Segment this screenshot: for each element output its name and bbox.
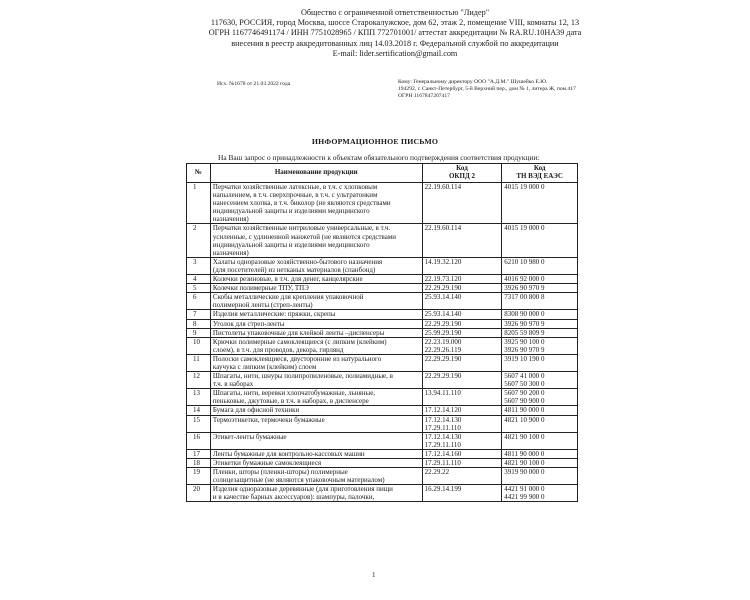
tnved-code-line: 3926 90 970 9 xyxy=(504,284,545,293)
header-name: Наименование продукции xyxy=(210,164,422,183)
row-number: 15 xyxy=(187,415,211,432)
product-name-line: Изделия металлические: пряжки, скрепы xyxy=(212,310,336,319)
row-number: 5 xyxy=(187,284,211,293)
tnved-code-cell xyxy=(502,354,578,371)
product-name-line: Крючки полимерные самоклеящиеся (с липким (клейким) xyxy=(212,337,387,346)
okpd-code-line: 17.29.11.110 xyxy=(424,440,461,449)
product-name-cell xyxy=(210,293,422,310)
tnved-code-line: 4421 99 900 0 xyxy=(504,493,545,502)
row-number: 14 xyxy=(187,406,211,415)
tnved-code-line: 4421 91 000 0 xyxy=(504,485,545,494)
okpd-code-cell xyxy=(422,389,502,406)
table-header-row xyxy=(187,164,578,183)
product-name-line: Пистолеты упаковочные для клейкой ленты –диспенсеры xyxy=(212,328,385,337)
product-name-line: Уголок для стреп-ленты xyxy=(212,319,285,328)
product-name-line: напылением, в т.ч. сверхпрочные, в т.ч. с ультратонким xyxy=(212,191,378,200)
row-number: 3 xyxy=(187,257,211,274)
okpd-code-cell xyxy=(422,337,502,354)
row-number: 9 xyxy=(187,328,211,337)
header-tnved-line2: ТН ВЭД ЕАЭС xyxy=(516,172,563,180)
table-row xyxy=(187,224,578,257)
product-name-cell xyxy=(210,354,422,371)
tnved-code-line: 4821 90 100 0 xyxy=(504,459,545,467)
product-name-line: усиленные, с удлиненной манжетой (не являются средствами xyxy=(212,232,397,241)
product-name-cell xyxy=(210,449,422,458)
okpd-code-cell xyxy=(422,372,502,389)
okpd-code-cell xyxy=(422,468,502,485)
okpd-code-cell xyxy=(422,406,502,415)
row-number: 6 xyxy=(187,293,211,310)
outgoing-number: Исх. №1678 от 21.03.2022 года xyxy=(217,81,291,87)
tnved-code-line: 5607 50 300 0 xyxy=(504,380,545,389)
product-name-line: индивидуальной защиты и изделиями медицинского xyxy=(212,240,370,249)
okpd-code-cell xyxy=(422,224,502,257)
okpd-code-line: 22.19.73.120 xyxy=(424,275,462,284)
okpd-code-cell xyxy=(422,310,502,319)
org-registry: внесения в реестр аккредитованных лиц 14.03.2018 г. Федеральной службой по аккредитации xyxy=(231,38,559,48)
table-row xyxy=(187,257,578,274)
product-name-line: Бумага для офисной техники xyxy=(212,406,300,415)
product-name-line: солнцезащитные (не являются упаковочным материалом) xyxy=(212,476,385,485)
product-name-cell xyxy=(210,328,422,337)
row-number: 1 xyxy=(187,183,211,224)
org-email: E-mail: lider.sertification@gmail.com xyxy=(332,48,458,58)
okpd-code-line: 25.93.14.140 xyxy=(424,293,462,302)
tnved-code-cell xyxy=(502,293,578,310)
table-row xyxy=(187,415,578,432)
product-name-line: Колечки резиновые, в т.ч. для денег, канцелярские xyxy=(212,275,363,284)
header-okpd xyxy=(422,164,502,183)
table-row xyxy=(187,319,578,328)
table-row xyxy=(187,284,578,293)
product-name-line: т.ч. в наборах xyxy=(212,380,254,389)
okpd-code-cell xyxy=(422,485,502,502)
okpd-code-cell xyxy=(422,459,502,468)
product-name-line: Скобы металлические для крепления упаковочной xyxy=(212,293,364,302)
document-title: ИНФОРМАЦИОННОЕ ПИСЬМО xyxy=(311,137,439,146)
row-number: 11 xyxy=(187,354,211,371)
intro-text: На Ваш запрос о принадлежности к объектам обязательного подтверждения соответствия продукции: xyxy=(218,153,540,162)
recipient-block xyxy=(398,79,576,101)
row-number: 2 xyxy=(187,224,211,257)
table-row xyxy=(187,389,578,406)
tnved-code-line: 5607 41 000 0 xyxy=(504,372,545,381)
product-name-cell xyxy=(210,224,422,257)
tnved-code-line: 4821 10 900 0 xyxy=(504,415,545,424)
recipient-line: 194292, г. Санкт-Петербург, 5-й Верхний пер., дом № 1, литера Ж, пом.417 xyxy=(398,86,576,93)
okpd-code-line: 13.94.11.110 xyxy=(424,389,461,398)
tnved-code-line: 5607 90 900 0 xyxy=(504,397,545,406)
tnved-code-line: 3919 90 000 0 xyxy=(504,468,545,477)
row-number: 20 xyxy=(187,485,211,502)
tnved-code-line: 3926 90 970 9 xyxy=(504,345,545,354)
okpd-code-line: 17.12.14.160 xyxy=(424,449,462,458)
table-row xyxy=(187,275,578,284)
organization-header xyxy=(200,8,590,59)
tnved-code-cell xyxy=(502,406,578,415)
product-name-cell xyxy=(210,284,422,293)
tnved-code-line: 8308 90 000 0 xyxy=(504,310,545,319)
table-row xyxy=(187,183,578,224)
product-name-line: нанесением хлопка, в т.ч. биколор (не являются средствами xyxy=(212,199,391,208)
header-tnved xyxy=(502,164,578,183)
tnved-code-cell xyxy=(502,449,578,458)
product-name-line: Колечки полимерные ТПУ, ТПЭ xyxy=(212,284,309,293)
table-row xyxy=(187,485,578,502)
table-row xyxy=(187,449,578,458)
tnved-code-cell xyxy=(502,485,578,502)
row-number: 8 xyxy=(187,319,211,328)
tnved-code-cell xyxy=(502,459,578,468)
okpd-code-line: 16.29.14.199 xyxy=(424,485,462,494)
tnved-code-cell xyxy=(502,310,578,319)
product-name-cell xyxy=(210,275,422,284)
product-name-line: пеньковые, джутовые, в т.ч. в наборах, в диспенсере xyxy=(212,397,369,406)
table-row xyxy=(187,432,578,449)
tnved-code-cell xyxy=(502,224,578,257)
tnved-code-line: 4015 19 000 0 xyxy=(504,183,545,191)
okpd-code-line: 22.19.60.114 xyxy=(424,183,462,191)
okpd-code-line: 22.29.29.190 xyxy=(424,284,462,293)
table-row xyxy=(187,372,578,389)
okpd-code-cell xyxy=(422,284,502,293)
recipient-line: ОГРН 1167847207417 xyxy=(398,93,450,100)
tnved-code-cell xyxy=(502,183,578,224)
product-name-line: назначения) xyxy=(212,215,249,224)
row-number: 4 xyxy=(187,275,211,284)
product-name-cell xyxy=(210,468,422,485)
product-name-line: Этикет-ленты бумажные xyxy=(212,432,287,441)
product-name-line: Ленты бумажные для контрольно-кассовых машин xyxy=(212,449,365,458)
product-name-line: Перчатки хозяйственные нитриловые универсальные, в т.ч. xyxy=(212,224,391,233)
product-name-line: Шпагаты, нити, веревки хлопчатобумажные, льняные, xyxy=(212,389,376,398)
product-name-line: Перчатки хозяйственные латексные, в т.ч. с хлопковым xyxy=(212,183,378,191)
row-number: 10 xyxy=(187,337,211,354)
page-number: 1 xyxy=(372,571,376,579)
table-row xyxy=(187,328,578,337)
product-name-line: Пленки, шторы (пленки-шторы) полимерные xyxy=(212,468,348,477)
tnved-code-cell xyxy=(502,432,578,449)
product-name-cell xyxy=(210,415,422,432)
product-name-line: (для посетителей) из нетканых материалов (спанбонд) xyxy=(212,265,376,274)
okpd-code-line: 25.93.14.140 xyxy=(424,310,462,319)
product-name-line: Термоэтикетки, термочеки бумажные xyxy=(212,415,325,424)
product-name-line: Полоски самоклеящиеся, двусторонние из натурального xyxy=(212,354,382,363)
tnved-code-line: 8205 59 809 9 xyxy=(504,328,545,337)
header-num: № xyxy=(187,164,211,183)
okpd-code-cell xyxy=(422,354,502,371)
table-row xyxy=(187,337,578,354)
tnved-code-line: 5607 90 200 0 xyxy=(504,389,545,398)
tnved-code-line: 3919 10 190 0 xyxy=(504,354,545,363)
product-name-cell xyxy=(210,337,422,354)
okpd-code-line: 14.19.32.120 xyxy=(424,257,462,266)
okpd-code-cell xyxy=(422,449,502,458)
tnved-code-cell xyxy=(502,389,578,406)
okpd-code-line: 17.12.14.120 xyxy=(424,406,462,415)
row-number: 18 xyxy=(187,459,211,468)
product-name-cell xyxy=(210,406,422,415)
product-name-cell xyxy=(210,459,422,468)
tnved-code-cell xyxy=(502,328,578,337)
okpd-code-cell xyxy=(422,183,502,224)
row-number: 12 xyxy=(187,372,211,389)
okpd-code-line: 17.12.14.130 xyxy=(424,415,462,424)
header-okpd-line2: ОКПД 2 xyxy=(448,172,475,180)
table-row xyxy=(187,310,578,319)
okpd-code-line: 17.12.14.130 xyxy=(424,432,462,441)
row-number: 17 xyxy=(187,449,211,458)
product-name-cell xyxy=(210,372,422,389)
table-row xyxy=(187,293,578,310)
org-ids: ОГРН 1167746491174 / ИНН 7751028965 / КПП 772701001/ аттестат аккредитации № RA.RU.10НА39 дата xyxy=(208,28,582,38)
okpd-code-line: 22.29.22 xyxy=(424,468,450,477)
okpd-code-line: 22.29.29.190 xyxy=(424,354,462,363)
product-name-cell xyxy=(210,183,422,224)
okpd-code-line: 22.29.26.119 xyxy=(424,345,462,354)
product-name-cell xyxy=(210,432,422,449)
tnved-code-cell xyxy=(502,319,578,328)
tnved-code-cell xyxy=(502,372,578,389)
product-name-line: Халаты одноразовые хозяйственно-бытового назначения xyxy=(212,257,383,266)
okpd-code-line: 25.99.29.190 xyxy=(424,328,462,337)
row-number: 7 xyxy=(187,310,211,319)
okpd-code-line: 22.19.60.114 xyxy=(424,224,462,233)
tnved-code-line: 3926 90 970 9 xyxy=(504,319,545,328)
tnved-code-line: 4015 19 000 0 xyxy=(504,224,545,233)
product-name-cell xyxy=(210,319,422,328)
okpd-code-cell xyxy=(422,432,502,449)
table-body xyxy=(187,183,578,502)
tnved-code-line: 4811 90 000 0 xyxy=(504,449,545,458)
product-name-line: Этикетки бумажные самоклеящиеся xyxy=(212,459,322,467)
product-name-cell xyxy=(210,257,422,274)
table-row xyxy=(187,468,578,485)
okpd-code-line: 22.29.29.190 xyxy=(424,319,462,328)
org-address: 117630, РОССИЯ, город Москва, шоссе Старокалужское, дом 62, этаж 2, помещение VIII, комнаты 12, 13 xyxy=(210,18,580,28)
header-tnved-line1: Код xyxy=(533,164,546,173)
okpd-code-cell xyxy=(422,328,502,337)
tnved-code-cell xyxy=(502,257,578,274)
tnved-code-line: 7317 00 800 8 xyxy=(504,293,545,302)
product-name-cell xyxy=(210,310,422,319)
tnved-code-line: 4811 90 000 0 xyxy=(504,406,545,415)
okpd-code-cell xyxy=(422,293,502,310)
tnved-code-cell xyxy=(502,284,578,293)
okpd-code-line: 17.29.11.110 xyxy=(424,459,461,467)
row-number: 13 xyxy=(187,389,211,406)
product-name-cell xyxy=(210,389,422,406)
tnved-code-cell xyxy=(502,275,578,284)
okpd-code-cell xyxy=(422,319,502,328)
product-name-line: назначения) xyxy=(212,248,249,257)
okpd-code-cell xyxy=(422,275,502,284)
row-number: 19 xyxy=(187,468,211,485)
okpd-code-cell xyxy=(422,257,502,274)
product-name-line: полимерной ленты (стреп-ленты) xyxy=(212,301,313,310)
product-name-line: индивидуальной защиты и изделиями медицинского xyxy=(212,207,370,216)
table-row xyxy=(187,406,578,415)
org-name: Общество с ограниченной ответственностью "Лидер" xyxy=(300,8,490,17)
products-table xyxy=(186,163,578,502)
okpd-code-line: 22.23.19.000 xyxy=(424,337,462,346)
tnved-code-cell xyxy=(502,415,578,432)
product-name-line: и в качестве барных аксессуаров): шампуры, палочки, xyxy=(212,493,375,502)
tnved-code-line: 4821 90 100 0 xyxy=(504,432,545,441)
product-name-line: Изделия одноразовые деревянные (для приготовления пищи xyxy=(212,485,393,494)
okpd-code-cell xyxy=(422,415,502,432)
okpd-code-line: 22.29.29.190 xyxy=(424,372,462,381)
product-name-cell xyxy=(210,485,422,502)
product-name-line: слоем), в т.ч. для проводов, декора, гирлянд xyxy=(212,345,344,354)
tnved-code-line: 6210 10 980 0 xyxy=(504,257,545,266)
tnved-code-cell xyxy=(502,468,578,485)
header-okpd-line1: Код xyxy=(456,164,468,173)
product-name-line: Шпагаты, нити, шнуры полипропиленовые, полиамидные, в xyxy=(212,372,393,381)
table-row xyxy=(187,354,578,371)
okpd-code-line: 17.29.11.110 xyxy=(424,423,461,432)
product-name-line: каучука с липким (клейким) слоем xyxy=(212,362,317,371)
tnved-code-line: 3925 90 100 0 xyxy=(504,337,545,346)
row-number: 16 xyxy=(187,432,211,449)
table-row xyxy=(187,459,578,468)
tnved-code-cell xyxy=(502,337,578,354)
tnved-code-line: 4016 92 000 0 xyxy=(504,275,545,284)
recipient-line: Кому: Генеральному директору ООО "А.Д.М." Шушейко Е.Ю. xyxy=(398,79,548,85)
